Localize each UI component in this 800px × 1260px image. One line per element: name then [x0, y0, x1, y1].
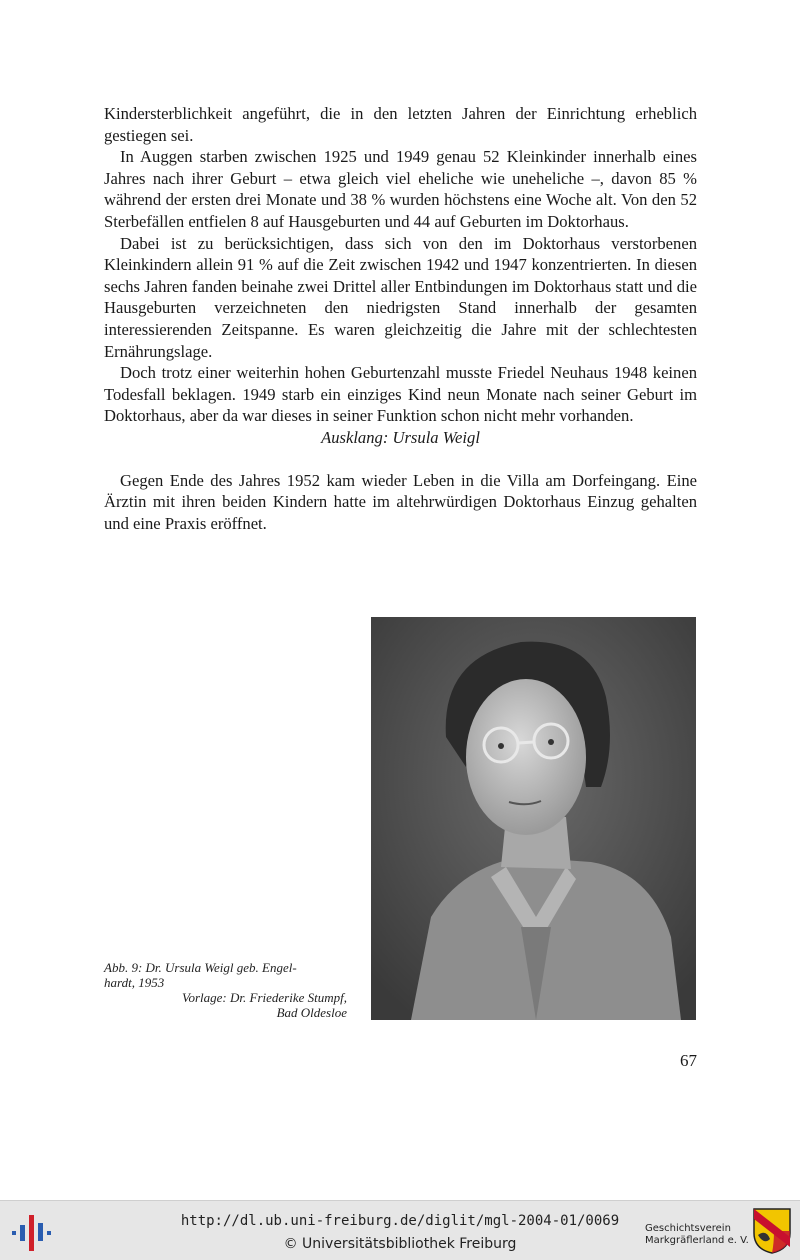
page-number: 67: [680, 1051, 697, 1070]
society-name-line: Geschichtsverein: [645, 1223, 731, 1234]
portrait-image: [371, 617, 696, 1020]
paragraph-closing: Gegen Ende des Jahres 1952 kam wieder Leben in die Villa am Dorfeingang. Eine Ärztin mit ihren beiden Kindern hatte im altehrwürdigen Doktorhaus Einzug gehalten und eine Praxis eröffnet.: [104, 470, 697, 533]
photo-credit: Vorlage: Dr. Friederike Stumpf,: [181, 990, 347, 1005]
paragraph-infant-deaths: In Auggen starben zwischen 1925 und 1949 genau 52 Kleinkinder innerhalb eines Jahres nach ihrer Geburt – etwa gleich viel eheliche wie uneheliche –, davon 85 % während der ersten drei Monate und 38 % wurden höchstens eine Woche alt. Von den 52 Sterbefällen entfielen 8 auf Hausgeburten und 44 auf Geburten im Doktorhaus.: [104, 147, 697, 231]
university-library-logo-icon[interactable]: [10, 1209, 56, 1253]
copyright-text: © Universitätsbibliothek Freiburg: [283, 1236, 517, 1252]
society-name-line: Markgräflerland e. V.: [645, 1235, 749, 1246]
coat-of-arms-icon[interactable]: [752, 1207, 792, 1255]
caption-line: Abb. 9: Dr. Ursula Weigl geb. Engel-: [104, 960, 297, 975]
paragraph-neuhaus: Doch trotz einer weiterhin hohen Geburtenzahl musste Friedel Neuhaus 1948 keinen Todesfall beklagen. 1949 starb ein einziges Kind neun Monate nach seiner Geburt im Doktorhaus, aber da war dieses in seiner Funktion schon nicht mehr vorhanden.: [104, 363, 697, 426]
paragraph-continuation: Kindersterblichkeit angeführt, die in den letzten Jahren der Einrichtung erheblich gestiegen sei.: [104, 104, 697, 145]
viewer-footer: [0, 1200, 800, 1260]
figure-caption: [104, 960, 347, 1020]
caption-line: hardt, 1953: [104, 975, 165, 990]
society-name: [645, 1223, 755, 1247]
permalink-link[interactable]: http://dl.ub.uni-freiburg.de/diglit/mgl-2004-01/0069: [180, 1213, 620, 1229]
paragraph-war-years: Dabei ist zu berücksichtigen, dass sich von den im Doktorhaus verstorbenen Kleinkindern allein 91 % auf die Zeit zwischen 1942 und 1947 konzentrierten. In diesen sechs Jahren fanden beinahe zwei Drittel aller Entbindungen im Doktorhaus statt und die Hausgeburten verzeichneten den niedrigsten Stand innerhalb der gesamten interessierenden Zeitspanne. Es waren gleichzeitig die Jahre mit der schlechtesten Ernährungslage.: [104, 233, 697, 361]
photo-credit: Bad Oldesloe: [276, 1005, 347, 1020]
portrait-photo: [371, 617, 696, 1020]
section-subheading: Ausklang: Ursula Weigl: [321, 427, 480, 447]
article-body: [104, 103, 697, 534]
